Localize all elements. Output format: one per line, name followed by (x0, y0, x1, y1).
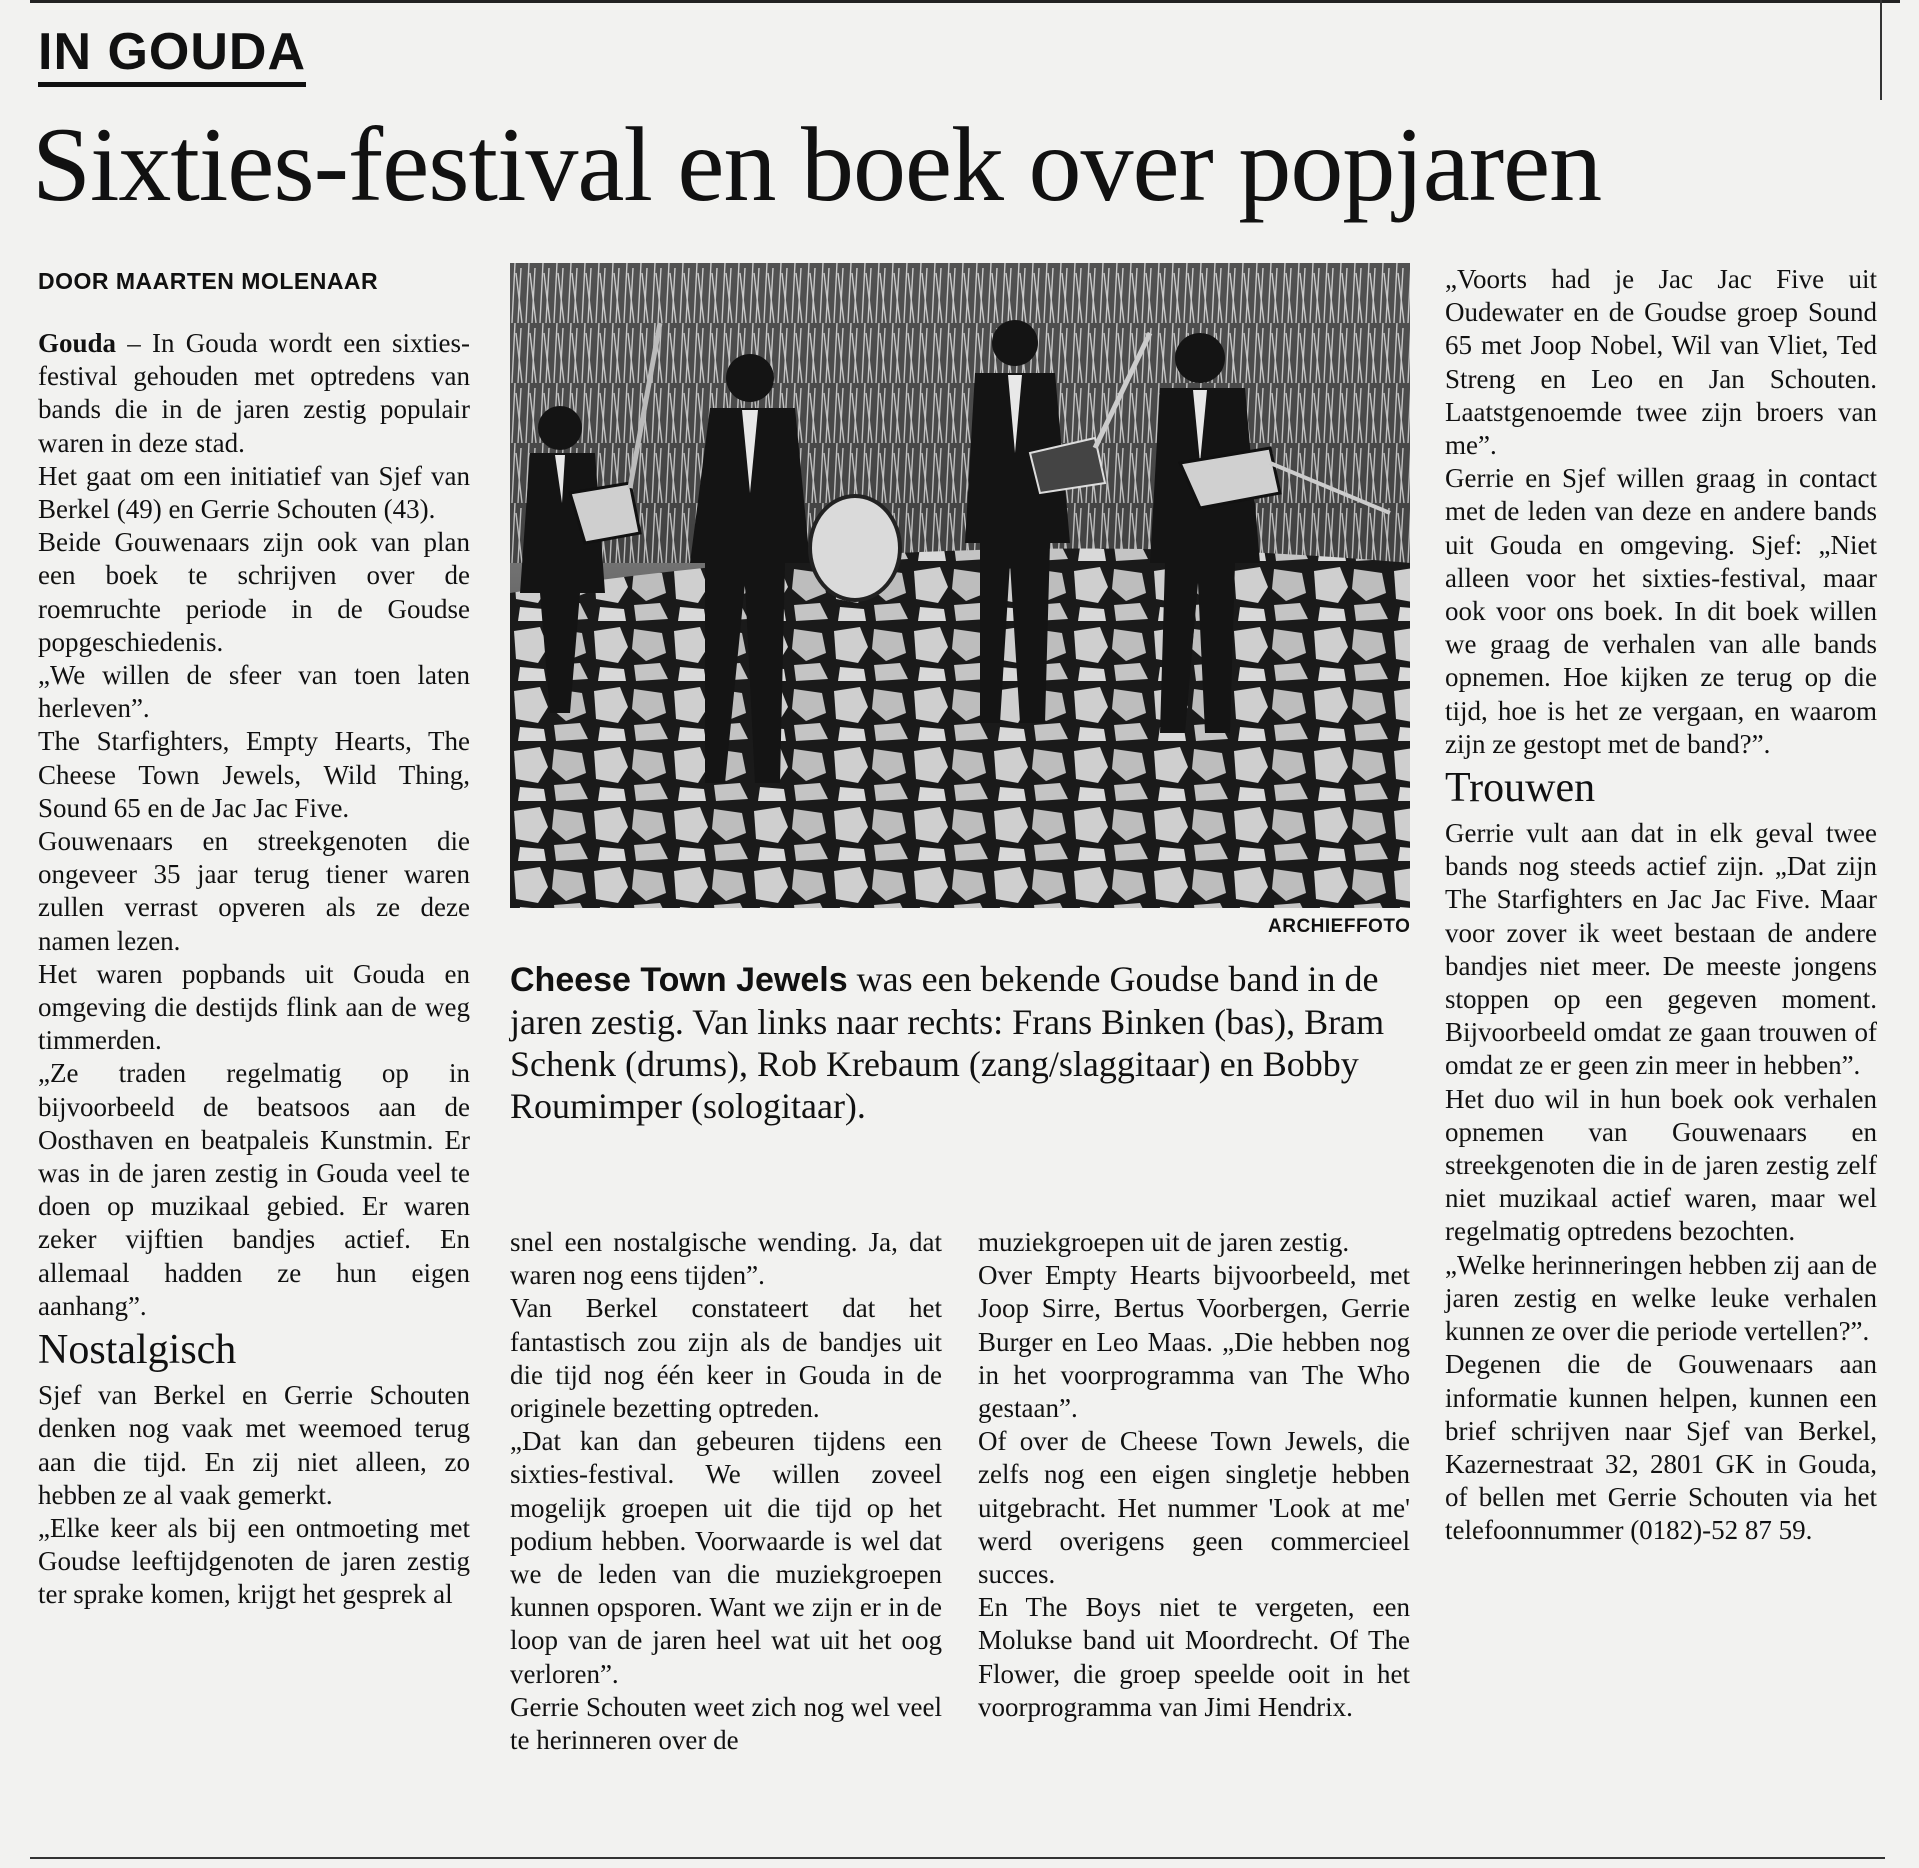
photo-caption (510, 958, 1400, 1127)
byline: DOOR MAARTEN MOLENAAR (38, 268, 379, 294)
paragraph: En The Boys niet te vergeten, een Molukse band uit Moordrecht. Of The Flower, die groep speelde ooit in het voorprogramma van Jimi Hendrix. (978, 1592, 1410, 1722)
bottom-rule (30, 1857, 1885, 1859)
paragraph: „Dat kan dan gebeuren tijdens een sixties-festival. We willen zoveel mogelijk groepen uit die tijd op het podium hebben. Voorwaarde is wel dat we de leden van die muziekgroepen kunnen opsporen. Want we zijn er in de loop van de jaren heel wat uit het oog verloren”. (510, 1426, 942, 1689)
right-rule (1880, 0, 1882, 100)
band-photo-illustration (510, 263, 1410, 908)
section-kicker: IN GOUDA (38, 26, 306, 87)
article-column-1 (38, 327, 470, 1612)
paragraph: „Ze traden regelmatig op in bijvoorbeeld de beatsoos aan de Oosthaven en beatpaleis Kunstmin. Er was in de jaren zestig in Gouda veel te doen op muzikaal gebied. Er waren zeker vijftien bandjes actief. En allemaal hadden ze hun eigen aanhang”. (38, 1058, 470, 1321)
paragraph: Het waren popbands uit Gouda en omgeving die destijds flink aan de weg timmerden. (38, 958, 470, 1056)
article-column-3 (978, 1226, 1410, 1724)
photo-credit: ARCHIEFFOTO (1268, 916, 1411, 937)
paragraph: Beide Gouwenaars zijn ook van plan een boek te schrijven over de roemruchte periode in de Goudse popgeschiedenis. (38, 527, 470, 657)
article-column-4 (1445, 263, 1877, 1548)
paragraph: Het gaat om een initiatief van Sjef van Berkel (49) en Gerrie Schouten (43). (38, 460, 470, 525)
paragraph: Gouwenaars en streekgenoten die ongeveer 35 jaar terug tiener waren zullen verrast opveren als ze deze namen lezen. (38, 826, 470, 956)
paragraph: „Voorts had je Jac Jac Five uit Oudewater en de Goudse groep Sound 65 met Joop Nobel, Wil van Vliet, Ted Streng en Leo en Jan Schouten. Laatstgenoemde twee zijn broers van me”. (1445, 264, 1877, 461)
paragraph: Of over de Cheese Town Jewels, die zelfs nog een eigen singletje hebben uitgebracht. Het nummer 'Look at me' werd overigens geen commercieel succes. (978, 1426, 1410, 1590)
paragraph (38, 327, 470, 460)
paragraph: Gerrie vult aan dat in elk geval twee bands nog steeds actief zijn. „Dat zijn The Starfighters en Jac Jac Five. Maar voor zover ik weet bestaan de andere bandjes niet meer. De meeste jongens stoppen op een gegeven moment. Bijvoorbeeld omdat ze gaan trouwen of omdat ze er geen zin meer in hebben”. (1445, 818, 1877, 1081)
paragraph: muziekgroepen uit de jaren zestig. (978, 1227, 1350, 1257)
paragraph: snel een nostalgische wending. Ja, dat waren nog eens tijden”. (510, 1227, 942, 1291)
article-column-2 (510, 1226, 942, 1757)
paragraph: Van Berkel constateert dat het fantastisch zou zijn als de bandjes uit die tijd nog één keer in Gouda in de originele bezetting optreden. (510, 1293, 942, 1424)
paragraph: Sjef van Berkel en Gerrie Schouten denken nog vaak met weemoed terug aan die tijd. En zij niet alleen, zo hebben ze al vaak gemerkt. (38, 1380, 470, 1510)
paragraph: Het duo wil in hun boek ook verhalen opnemen van Gouwenaars en streekgenoten die in de jaren zestig zelf niet muzikaal actief waren, maar wel regelmatig optredens bezochten. (1445, 1083, 1877, 1247)
top-rule (30, 0, 1900, 3)
paragraph: Over Empty Hearts bijvoorbeeld, met Joop Sirre, Bertus Voorbergen, Gerrie Burger en Leo Maas. „Die hebben nog in het voorprogramma van The Who gestaan”. (978, 1260, 1410, 1424)
caption-lead: Cheese Town Jewels (510, 961, 848, 999)
subheading: Trouwen (1445, 765, 1596, 812)
band-photo (510, 263, 1410, 908)
paragraph: The Starfighters, Empty Hearts, The Cheese Town Jewels, Wild Thing, Sound 65 en de Jac Jac Five. (38, 726, 470, 823)
paragraph-text: – In Gouda wordt een sixties-festival gehouden met optredens van bands die in de jaren zestig populair waren in deze stad. (38, 328, 470, 458)
dateline: Gouda (38, 328, 117, 358)
article-headline: Sixties-festival en boek over popjaren (32, 106, 1602, 223)
paragraph: „Welke herinneringen hebben zij aan de jaren zestig en welke leuke verhalen kunnen ze over die periode vertellen?”. (1445, 1249, 1877, 1347)
paragraph: Gerrie Schouten weet zich nog wel veel te herinneren over de (510, 1691, 942, 1756)
paragraph: „We willen de sfeer van toen laten herleven”. (38, 660, 470, 724)
subheading: Nostalgisch (38, 1327, 237, 1374)
paragraph: Gerrie en Sjef willen graag in contact met de leden van deze en andere bands uit Gouda en omgeving. Sjef: „Niet alleen voor het sixties-festival, maar ook voor ons boek. In dit boek willen we graag de verhalen van alle bands opnemen. Hoe kijken ze terug op die tijd, hoe is het ze vergaan, en waarom zijn ze gestopt met de band?”. (1445, 463, 1877, 759)
paragraph: „Elke keer als bij een ontmoeting met Goudse leeftijdgenoten de jaren zestig ter sprake komen, krijgt het gesprek al (38, 1512, 470, 1610)
caption-text: was een bekende Goudse band in de jaren zestig. Van links naar rechts: Frans Binken (bas), Bram Schenk (drums), Rob Krebaum (zang/slaggitaar) en Bobby Roumimper (sologitaar). (510, 959, 1385, 1126)
paragraph: Degenen die de Gouwenaars aan informatie kunnen helpen, kunnen een brief schrijven naar Sjef van Berkel, Kazernestraat 32, 2801 GK in Gouda, of bellen met Gerrie Schouten via het telefoonnummer (0182)-52 87 59. (1445, 1349, 1877, 1546)
